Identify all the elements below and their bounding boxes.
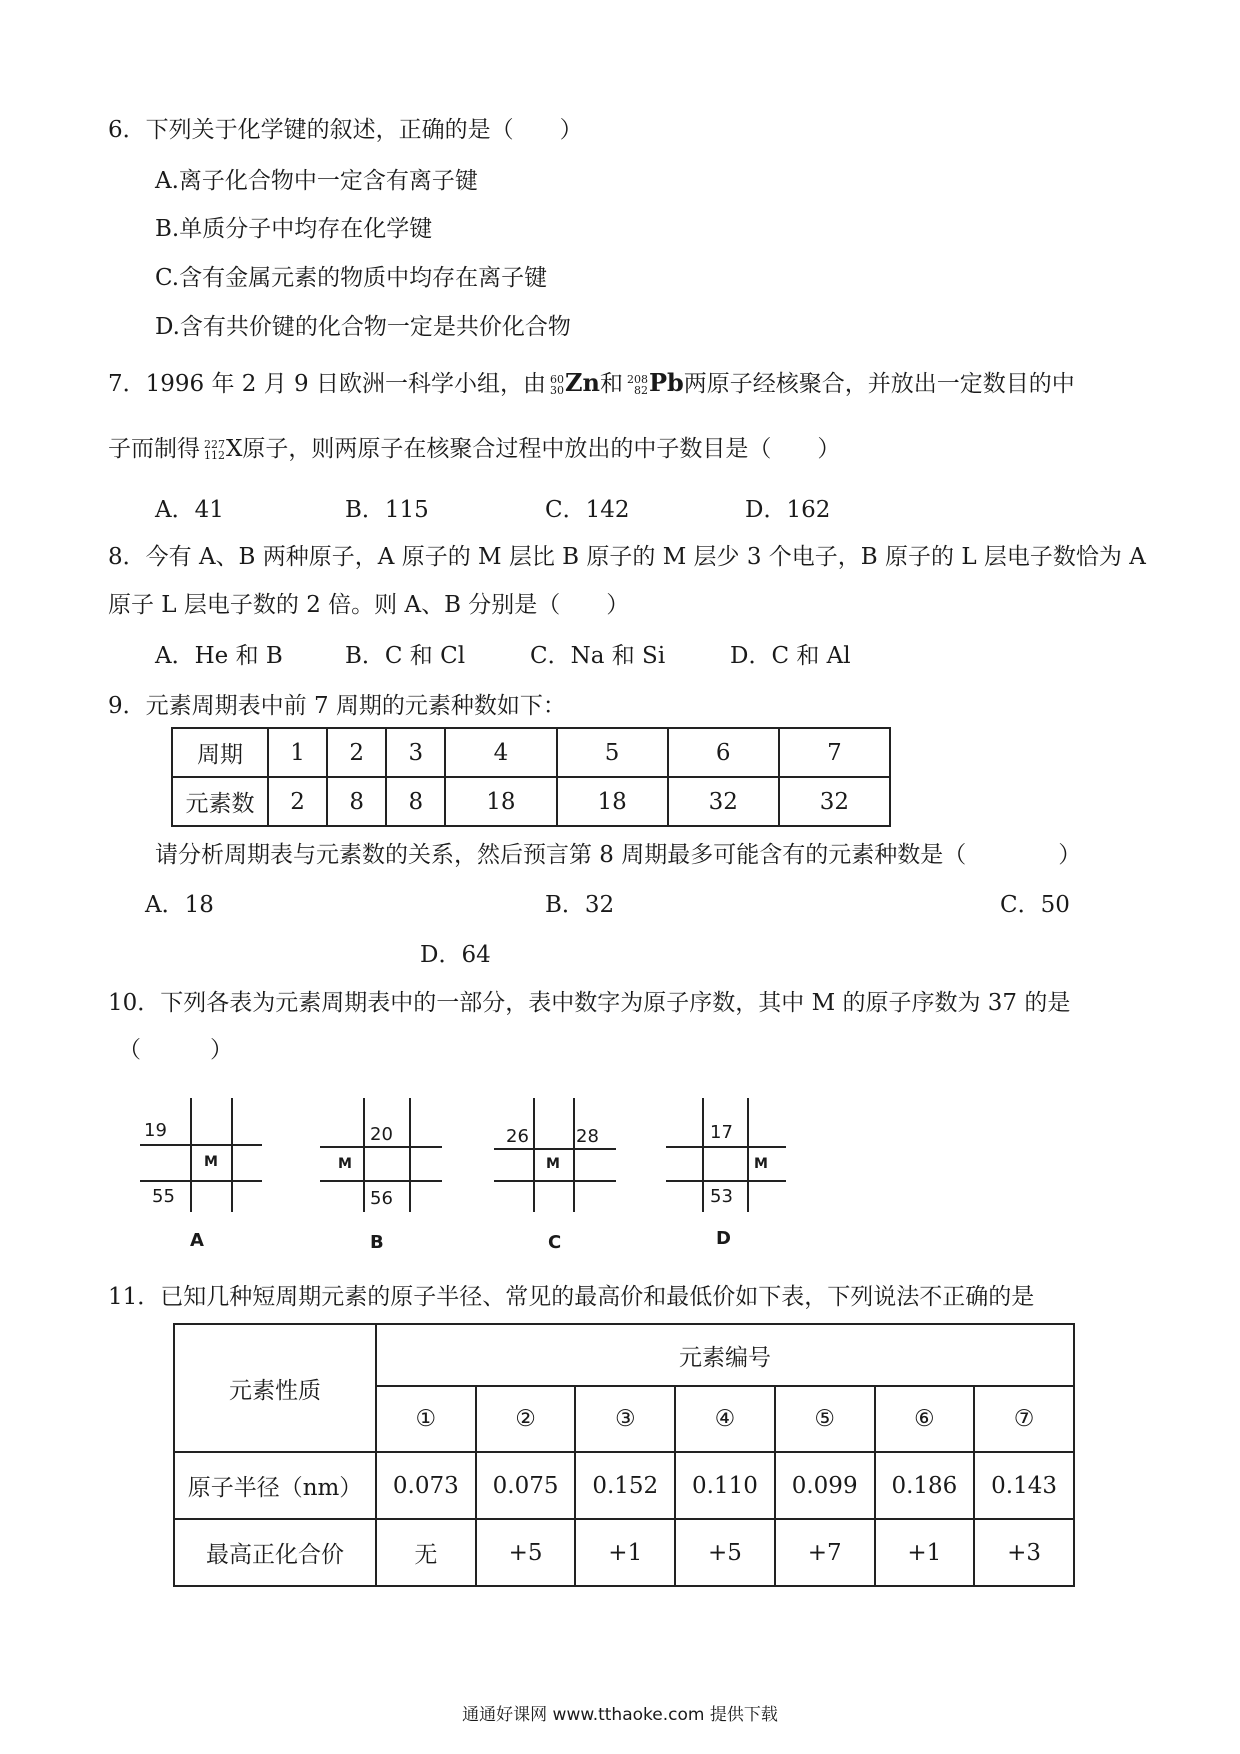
q9-option-c: C．50 (1000, 892, 1070, 918)
q6-option-d: D.含有共价键的化合物一定是共价化合物 (155, 314, 571, 340)
q7-stem-d: 原子，则两原子在核聚合过程中放出的中子数目是（ ） (242, 436, 841, 462)
valence-cell: +5 (675, 1519, 775, 1586)
fragment-b (320, 1098, 440, 1253)
pb-mass: 208 (626, 373, 648, 386)
fragment-d-m: M (754, 1156, 768, 1172)
element-count-cell: 32 (668, 777, 779, 826)
radius-row (174, 1452, 1074, 1519)
period-cell: 6 (668, 728, 779, 777)
element-property-table (173, 1323, 1075, 1587)
valence-cell: 无 (376, 1519, 476, 1586)
element-count-cell: 8 (327, 777, 386, 826)
element-count-cell: 2 (268, 777, 327, 826)
element-count-cell: 8 (386, 777, 445, 826)
q9-stem: 9．元素周期表中前 7 周期的元素种数如下： (108, 693, 566, 719)
fragment-a-bottom: 55 (152, 1186, 175, 1207)
q6-option-c: C.含有金属元素的物质中均存在离子键 (155, 265, 548, 291)
radius-cell: 0.143 (974, 1452, 1074, 1519)
q9-option-a: A．18 (145, 892, 214, 918)
q7-line2 (108, 434, 840, 464)
element-count-cell: 18 (445, 777, 556, 826)
element-id-cell: ① (376, 1386, 476, 1452)
valence-cell: +5 (476, 1519, 576, 1586)
period-cell: 3 (386, 728, 445, 777)
x-nuclide-numbers (204, 439, 225, 461)
q7-stem-a: 7．1996 年 2 月 9 日欧洲一科学小组，由 (108, 371, 546, 397)
element-id-cell: ⑥ (875, 1386, 975, 1452)
q6-option-b: B.单质分子中均存在化学键 (155, 216, 433, 242)
q7-option-b: B．115 (345, 497, 429, 523)
period-header: 周期 (172, 728, 268, 777)
fragment-d-bottom: 53 (710, 1186, 733, 1207)
element-count-row (172, 777, 890, 826)
pb-nuclide-numbers (627, 374, 648, 396)
period-cell: 5 (557, 728, 668, 777)
element-id-cell: ④ (675, 1386, 775, 1452)
q6-stem: 6．下列关于化学键的叙述，正确的是（ ） (108, 117, 583, 143)
element-id-cell: ⑤ (775, 1386, 875, 1452)
radius-cell: 0.152 (575, 1452, 675, 1519)
valence-cell: +1 (875, 1519, 975, 1586)
period-cell: 2 (327, 728, 386, 777)
fragment-b-label: B (370, 1232, 384, 1253)
element-id-cell: ③ (575, 1386, 675, 1452)
element-count-header: 元素数 (172, 777, 268, 826)
q6-option-a: A.离子化合物中一定含有离子键 (155, 168, 478, 194)
valence-label: 最高正化合价 (174, 1519, 376, 1586)
x-number: 112 (204, 449, 225, 462)
element-count-cell: 32 (779, 777, 890, 826)
period-cell: 1 (268, 728, 327, 777)
period-element-table (171, 727, 891, 827)
q7-line1 (108, 368, 1075, 399)
q8-option-a: A．He 和 B (155, 643, 283, 669)
zn-symbol: Zn (565, 368, 600, 397)
fragment-a-m: M (204, 1154, 218, 1170)
q7-option-c: C．142 (545, 497, 630, 523)
valence-cell: +1 (575, 1519, 675, 1586)
fragment-a (140, 1098, 260, 1251)
q8-option-c: C．Na 和 Si (530, 643, 666, 669)
x-symbol: X (226, 436, 243, 462)
fragment-c-m: M (546, 1156, 560, 1172)
q8-line2: 原子 L 层电子数的 2 倍。则 A、B 分别是（ ） (108, 592, 630, 618)
radius-cell: 0.075 (476, 1452, 576, 1519)
valence-cell: +3 (974, 1519, 1074, 1586)
pb-symbol: Pb (648, 368, 684, 397)
q7-option-d: D．162 (745, 497, 831, 523)
fragment-b-top: 20 (370, 1124, 393, 1145)
q10-line1: 10．下列各表为元素周期表中的一部分，表中数字为原子序数，其中 M 的原子序数为 37 的是 (108, 990, 1071, 1016)
fragment-c (494, 1098, 614, 1253)
q11-stem: 11．已知几种短周期元素的原子半径、常见的最高价和最低价如下表，下列说法不正确的是 (108, 1284, 1035, 1310)
element-id-cell: ② (476, 1386, 576, 1452)
fragment-b-bottom: 56 (370, 1188, 393, 1209)
x-mass: 227 (204, 438, 225, 451)
q9-question: 请分析周期表与元素数的关系，然后预言第 8 周期最多可能含有的元素种数是（ ） (155, 842, 1082, 868)
pb-number: 82 (633, 384, 648, 397)
fragment-a-top: 19 (144, 1120, 167, 1141)
fragment-d-label: D (716, 1228, 731, 1249)
fragment-d (666, 1098, 786, 1249)
period-cell: 4 (445, 728, 556, 777)
element-id-cell: ⑦ (974, 1386, 1074, 1452)
property-header-row (174, 1324, 1074, 1386)
fragment-d-top: 17 (710, 1122, 733, 1143)
q10-line2: （ ） (118, 1037, 233, 1063)
element-id-group-header: 元素编号 (376, 1324, 1074, 1386)
q9-option-d: D．64 (420, 942, 491, 968)
valence-cell: +7 (775, 1519, 875, 1586)
property-corner-header: 元素性质 (174, 1324, 376, 1452)
q7-stem-b: 两原子经核聚合，并放出一定数目的中 (683, 371, 1075, 397)
radius-cell: 0.073 (376, 1452, 476, 1519)
fragment-a-label: A (190, 1230, 204, 1251)
element-count-cell: 18 (557, 777, 668, 826)
zn-number: 30 (550, 384, 564, 397)
radius-label: 原子半径（nm） (174, 1452, 376, 1519)
fragment-b-m: M (338, 1156, 352, 1172)
fragment-c-top-left: 26 (506, 1126, 529, 1147)
period-cell: 7 (779, 728, 890, 777)
fragment-c-label: C (548, 1232, 562, 1253)
q7-option-a: A．41 (155, 497, 224, 523)
zn-nuclide-numbers (550, 374, 564, 396)
q8-option-d: D．C 和 Al (730, 643, 851, 669)
radius-cell: 0.110 (675, 1452, 775, 1519)
radius-cell: 0.099 (775, 1452, 875, 1519)
q7-stem-c: 子而制得 (108, 436, 200, 462)
q8-option-b: B．C 和 Cl (345, 643, 466, 669)
page-footer: 通通好课网 www.tthaoke.com 提供下载 (462, 1705, 778, 1725)
fragment-c-top-right: 28 (576, 1126, 599, 1147)
period-row (172, 728, 890, 777)
zn-mass: 60 (550, 373, 564, 386)
q9-option-b: B．32 (545, 892, 615, 918)
q8-line1: 8．今有 A、B 两种原子，A 原子的 M 层比 B 原子的 M 层少 3 个电子，B 原子的 L 层电子数恰为 A (108, 544, 1146, 570)
valence-row (174, 1519, 1074, 1586)
q7-and: 和 (599, 371, 623, 397)
radius-cell: 0.186 (875, 1452, 975, 1519)
